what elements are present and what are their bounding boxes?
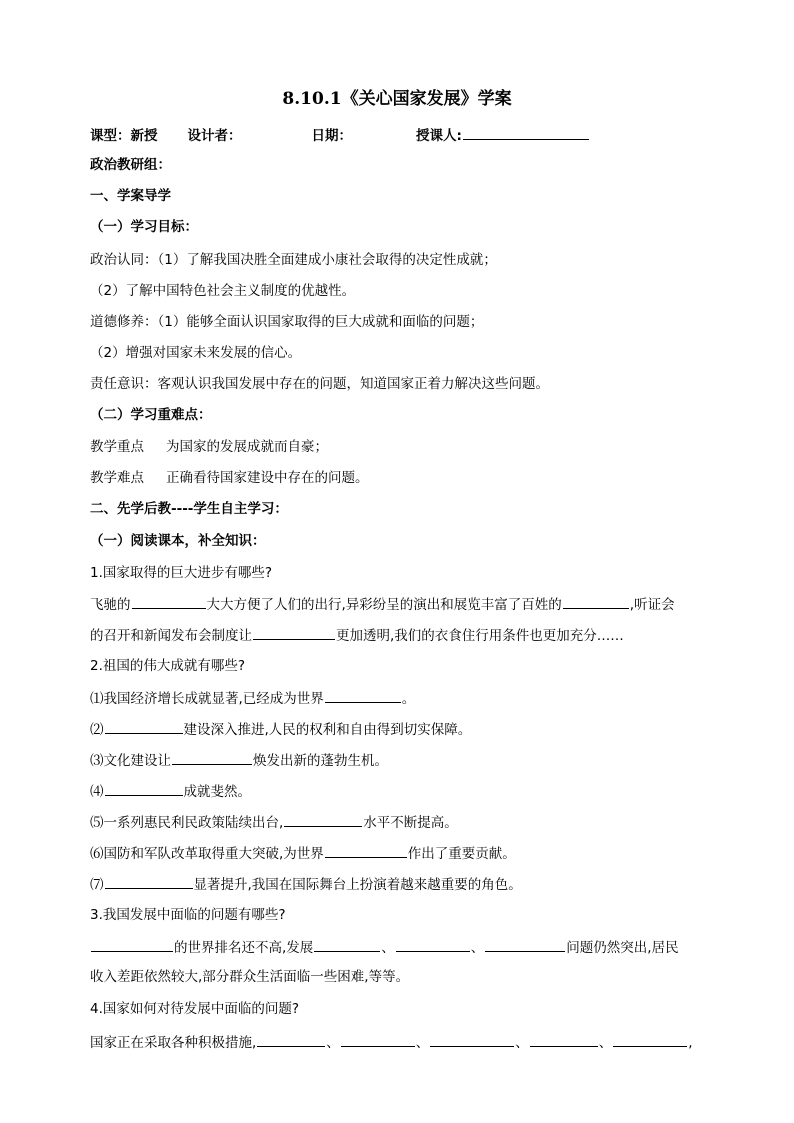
q2-6-text: ⑹国防和军队改革取得重大突破,为世界 [90,846,324,862]
reading-heading: （一）阅读课本，补全知识： [90,533,266,549]
q3-blank-1[interactable] [91,938,173,952]
q4-answer-line [90,1033,710,1052]
q2-5-text: ⑸一系列惠民利民政策陆续出台, [90,815,284,831]
goals-heading: （一）学习目标： [90,219,198,235]
q2-3-blank[interactable] [172,751,252,765]
q3-blank-3[interactable] [396,938,470,952]
q2-item-3 [90,751,710,770]
goal-2: （2）了解中国特色社会主义制度的优越性。 [90,283,356,299]
goal-4: （2）增强对国家未来发展的信心。 [90,345,302,361]
question-3: 3.我国发展中面临的问题有哪些? [90,907,286,923]
goal-1: 政治认同：（1）了解我国决胜全面建成小康社会取得的决定性成就； [90,252,497,268]
q4-text: 国家正在采取各种积极措施, [90,1035,257,1051]
q2-1-end: 。 [401,691,416,707]
q2-item-1 [90,689,710,708]
q4-sep-1: 、 [326,1035,340,1051]
q3-sep-2: 、 [470,940,485,956]
key-point-row [90,438,710,456]
q4-blank-5[interactable] [613,1033,687,1047]
q3-text-b: 问题仍然突出,居民 [566,940,679,956]
q2-6-end: 作出了重要贡献。 [407,846,516,862]
q2-4-num: ⑷ [90,784,104,800]
q1-text-a: 飞驰的 [90,597,131,613]
q2-3-text: ⑶文化建设让 [90,753,171,769]
q4-blank-3[interactable] [430,1033,514,1047]
section-2-heading: 二、先学后教----学生自主学习： [90,501,288,517]
q4-end: , [688,1035,693,1051]
q1-text-c: ,听证会 [629,597,675,613]
question-4: 4.国家如何对待发展中面临的问题? [90,1001,300,1017]
q3-answer-line-1 [90,938,710,957]
q2-item-7 [90,875,710,894]
page-title: 8.10.1《关心国家发展》学案 [282,89,512,109]
q2-4-blank[interactable] [105,782,183,796]
key-point-label: 教学重点 [90,439,144,455]
q2-item-2 [90,720,710,739]
q2-2-num: ⑵ [90,722,104,738]
section-1-heading: 一、学案导学 [90,188,171,204]
meta-row [90,126,710,145]
difficult-point-text: 正确看待国家建设中存在的问题。 [166,470,369,486]
q2-item-6 [90,844,710,863]
q4-sep-4: 、 [598,1035,613,1051]
q1-blank-3[interactable] [253,626,335,640]
goal-5: 责任意识：客观认识我国发展中存在的问题，知道国家正着力解决这些问题。 [90,376,549,392]
difficult-point-label: 教学难点 [90,470,144,486]
q2-5-blank[interactable] [284,813,362,827]
q1-blank-1[interactable] [132,595,206,609]
q2-5-end: 水平不断提高。 [363,815,458,831]
q3-blank-4[interactable] [485,938,565,952]
goal-3: 道德修养：（1）能够全面认识国家取得的巨大成就和面临的问题； [90,314,484,330]
q4-blank-4[interactable] [530,1033,598,1047]
q2-7-text: 显著提升,我国在国际舞台上扮演着越来越重要的角色。 [193,877,522,893]
lecturer-label: 授课人: [416,128,462,144]
q1-text-b: 大大方便了人们的出行,异彩纷呈的演出和展览丰富了百姓的 [206,597,562,613]
q3-text-a: 的世界排名还不高,发展 [174,940,314,956]
q1-text-d: 的召开和新闻发布会制度让 [90,628,252,644]
q2-4-text: 成就斐然。 [183,784,251,800]
q2-7-num: ⑺ [90,877,104,893]
q2-1-blank[interactable] [325,689,401,703]
key-points-heading: （二）学习重难点： [90,407,212,423]
q2-6-blank[interactable] [325,844,407,858]
q1-blank-2[interactable] [563,595,629,609]
q3-blank-2[interactable] [314,938,380,952]
group-label: 政治教研组： [90,157,171,173]
q2-3-end: 焕发出新的蓬勃生机。 [253,753,388,769]
lesson-type: 课型：新授 [90,128,158,144]
q4-sep-2: 、 [415,1035,430,1051]
q1-answer-line-2 [90,626,710,645]
q4-sep-3: 、 [515,1035,529,1051]
lecturer-blank[interactable] [463,126,589,140]
q2-item-4 [90,782,710,801]
q4-blank-2[interactable] [341,1033,415,1047]
q3-sep-1: 、 [381,940,395,956]
q1-answer-line-1 [90,595,710,614]
q3-answer-line-2: 收入差距依然较大,部分群众生活面临一些困难,等等。 [90,969,410,985]
q1-text-e: 更加透明,我们的衣食住行用条件也更加充分…… [336,628,624,644]
question-2: 2.祖国的伟大成就有哪些? [90,658,246,674]
q4-blank-1[interactable] [257,1033,325,1047]
key-point-text: 为国家的发展成就而自豪； [166,439,328,455]
difficult-point-row [90,469,710,487]
designer-label: 设计者： [187,128,242,144]
q2-2-text: 建设深入推进,人民的权利和自由得到切实保障。 [183,722,472,738]
question-1: 1.国家取得的巨大进步有哪些? [90,565,273,581]
q2-7-blank[interactable] [105,875,193,889]
date-label: 日期： [311,128,352,144]
q2-item-5 [90,813,710,832]
q2-2-blank[interactable] [105,720,183,734]
q2-1-text: ⑴我国经济增长成就显著,已经成为世界 [90,691,324,707]
